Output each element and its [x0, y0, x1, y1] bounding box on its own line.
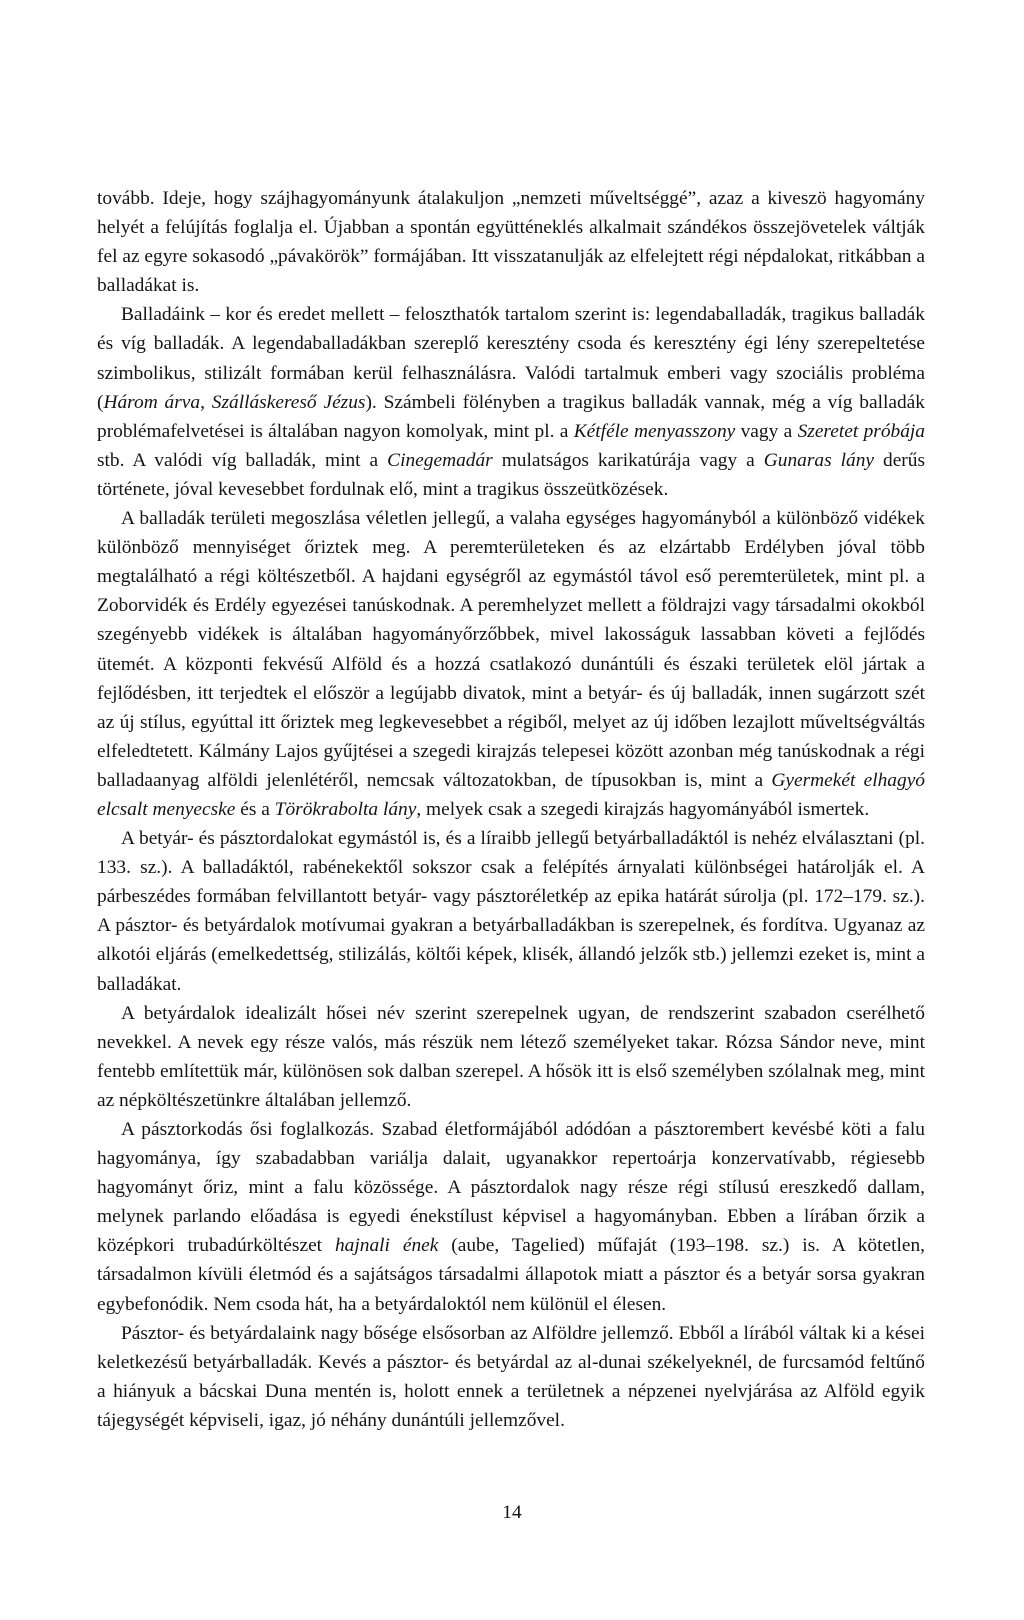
text-run: (aube, Tagelied) műfaját (193–198. sz.) is. A kötetlen, társadalmon kívüli életmód és a sajátságos társadalmi állapotok miatt a pásztor és a betyár sorsa gyakran egybefonódik. Nem csoda hát, ha a betyárdaloktól nem különül el élesen.	[97, 1235, 926, 1315]
text-run: és a	[235, 798, 275, 820]
italic-title: Szeretet próbája	[797, 420, 925, 442]
text-run: mulatságos karikatúrája vagy a	[492, 449, 764, 471]
text-run: A betyárdalok idealizált hősei név szerint szerepelnek ugyan, de rendszerint szabadon cserélhető nevekkel. A nevek egy része valós, más részük nem létező személyeket takar. Rózsa Sándor neve, mint fentebb említettük már, különösen sok dalban szerepel. A hősök itt is első személyben szólalnak meg, mint az népköltészetünkre általában jellemző.	[97, 1002, 925, 1111]
paragraph-3	[97, 504, 925, 824]
italic-title: Törökrabolta lány	[274, 798, 417, 820]
italic-title: hajnali ének	[334, 1235, 439, 1257]
text-run: vagy a	[735, 420, 798, 442]
paragraph-6	[97, 1115, 925, 1319]
body-text	[97, 184, 925, 1435]
paragraph-5	[97, 999, 925, 1115]
text-run: tovább. Ideje, hogy szájhagyományunk átalakuljon „nemzeti műveltséggé”, azaz a kiveszö hagyomány helyét a felújítás foglalja el. Újabban a spontán együtténeklés alkalmait szándékos összejövetelek váltják fel az egyre sokasodó „pávakörök” formájában. Itt visszatanulják az elfelejtett régi népdalokat, ritkábban a balladákat is.	[97, 188, 925, 297]
italic-title: Gyermekét elhagyó elcsalt menyecske	[97, 769, 925, 820]
paragraph-7	[97, 1319, 925, 1435]
paragraph-1	[97, 184, 925, 300]
italic-title: Gunaras lány	[763, 449, 875, 471]
paragraph-4	[97, 824, 925, 999]
text-run: Pásztor- és betyárdalaink nagy bősége elsősorban az Alföldre jellemző. Ebből a lírából váltak ki a kései keletkezésű betyárballadák. Kevés a pásztor- és betyárdal az al-dunai székelyeknél, de furcsamód feltűnő a hiányuk a bácskai Duna mentén is, holott ennek a területnek a népzenei nyelvjárása az Alföld egyik tájegységét képviseli, igaz, jó néhány dunántúli jellemzővel.	[97, 1322, 925, 1431]
text-run: derűs története, jóval kevesebbet fordulnak elő, mint a tragikus összeütközések.	[97, 449, 925, 500]
text-run: stb. A valódi víg balladák, mint a	[97, 449, 388, 471]
text-run: Balladáink – kor és eredet mellett – feloszthatók tartalom szerint is: legendaballadák, tragikus balladák és víg balladák. A legendaballadákban szereplő keresztény csoda és keresztény égi lény szerepeltetése szimbolikus, stilizált formában kerül felhasználásra. Valódi tartalmuk emberi vagy szociális probléma (	[97, 304, 925, 413]
italic-title: Három árva, Szálláskereső Jézus	[103, 391, 366, 413]
text-run: A pásztorkodás ősi foglalkozás. Szabad életformájából adódóan a pásztorembert kevésbé köti a falu hagyománya, így szabadabban variálja dalait, ugyanakkor repertoárja konzervatívabb, régiesebb hagyományt őriz, mint a falu közössége. A pásztordalok nagy része régi stílusú ereszkedő dallam, melynek parlando előadása is egyedi énekstílust képvisel a hagyományban. Ebben a lírában őrzik a középkori trubadúrköltészet	[97, 1119, 925, 1257]
text-run: , melyek csak a szegedi kirajzás hagyományából ismertek.	[416, 798, 870, 820]
page-number: 14	[502, 1502, 522, 1523]
text-run: A betyár- és pásztordalokat egymástól is, és a líraibb jellegű betyárballadáktól is nehéz elválasztani (pl. 133. sz.). A balladáktól, rabénekektől sokszor csak a felépítés árnyalati különbségei határolják el. A párbeszédes formában felvillantott betyár- vagy pásztoréletkép az epika határát súrolja (pl. 172–179. sz.). A pásztor- és betyárdalok motívumai gyakran a betyárballadákban is szerepelnek, és fordítva. Ugyanaz az alkotói eljárás (emelkedettség, stilizálás, költői képek, klisék, állandó jelzők stb.) jellemzi ezeket is, mint a balladákat.	[97, 828, 925, 995]
italic-title: Cinegemadár	[387, 449, 493, 471]
text-run: A balladák területi megoszlása véletlen jellegű, a valaha egységes hagyományból a különböző vidékek különböző mennyiséget őriztek meg. A peremterületeken és az elzártabb Erdélyben jóval több megtalálható a régi költészetből. A hajdani egységről az egymástól távol eső peremterületek, mint pl. a Zoborvidék és Erdély egyezései tanúskodnak. A peremhelyzet mellett a földrajzi vagy társadalmi okokból szegényebb vidékek is általában hagyományőrzőbbek, mivel lakosságuk lassabban követi a fejlődés ütemét. A központi fekvésű Alföld és a hozzá csatlakozó dunántúli és északi területek elöl jártak a fejlődésben, itt terjedtek el először a legújabb divatok, mint a betyár- és új balladák, innen sugárzott szét az új stílus, egyúttal itt őriztek meg legkevesebbet a régiből, melyet az új időben lezajlott műveltségváltás elfeledtetett. Kálmány Lajos gyűjtései a szegedi kirajzás telepesei között azonban még tanúskodnak a régi balladaanyag alföldi jelenlétéről, nemcsak változatokban, de típusokban is, mint a	[97, 508, 925, 791]
text-run: ). Számbeli fölényben a tragikus balladák vannak, még a víg balladák problémafelvetései is általában nagyon komolyak, mint pl. a	[97, 391, 925, 442]
italic-title: Kétféle menyasszony	[573, 420, 736, 442]
paragraph-2	[97, 300, 925, 504]
